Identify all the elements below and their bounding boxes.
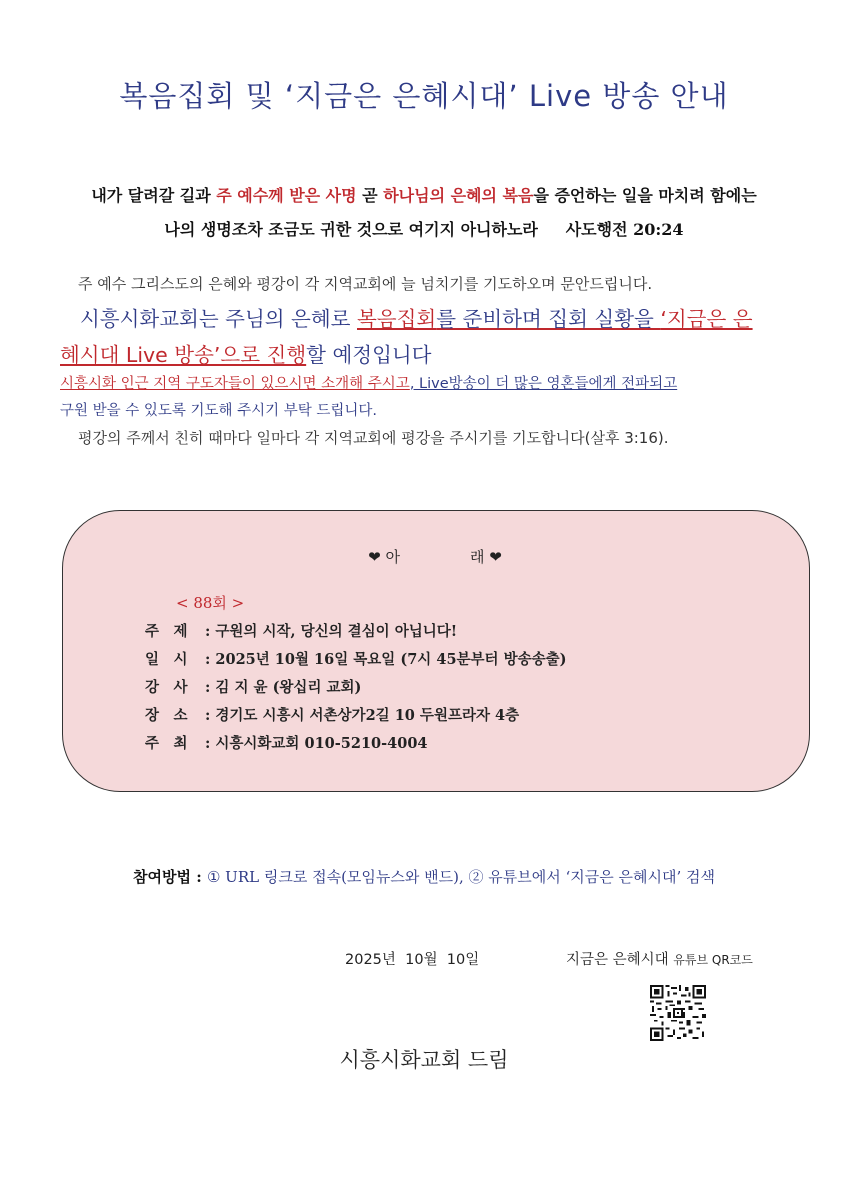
detail-value: : 시흥시화교회 010-5210-4004 [205,735,428,752]
announce-text: 시흥시화교회는 주님의 은혜로 [80,307,357,331]
bible-verse-line-2: 나의 생명조차 조금도 귀한 것으로 여기지 아니하노라 사도행전 20:24 [164,220,684,239]
announce-text: 를 준비하며 집회 실황을 [436,307,661,331]
detail-row-speaker [145,676,361,697]
announce-highlight: ‘지금은 은 [660,307,753,331]
detail-label: 주 제 [145,623,188,640]
heart-icon: ❤ [368,548,381,566]
detail-value: : 구원의 시작, 당신의 결심이 아닙니다! [205,623,458,640]
detail-row-datetime [145,648,567,669]
verse-text: 곧 [356,186,384,205]
request-line-1 [60,372,835,393]
detail-value: : 2025년 10월 16일 목요일 (7시 45분부터 방송송출) [205,651,567,668]
detail-row-topic [145,620,457,641]
announce-highlight: 혜시대 Live 방송’으로 진행 [60,343,307,367]
qr-label-small: 유튜브 QR코드 [673,953,753,967]
verse-text: 내가 달려갈 길과 [91,186,217,205]
notice-heading [62,546,808,567]
detail-row-host [145,732,428,753]
page-title: 복음집회 및 ‘지금은 은혜시대’ Live 방송 안내 [119,79,729,113]
heart-icon: ❤ [489,548,502,566]
participation-label: 참여방법 : [133,868,207,886]
detail-label: 강 사 [145,679,188,696]
document-date: 2025년 10월 10일 [345,952,480,968]
greeting-text: 주 예수 그리스도의 은혜와 평강이 각 지역교회에 늘 넘치기를 기도하오며 문안드립니다. [78,275,653,293]
qr-label-text: 지금은 은혜시대 [566,952,674,968]
participation-method [0,866,848,887]
verse-text: 을 증언하는 일을 마치려 함에는 [533,186,757,205]
heading-char: 아 [385,548,400,566]
announce-text: 할 예정입니다 [306,343,432,367]
qr-code-icon[interactable] [650,985,706,1041]
announce-highlight: 복음집회 [357,307,437,331]
verse-highlight: 하나님의 은혜의 복음 [383,186,534,205]
qr-label [566,948,753,969]
bible-verse-line-1 [20,183,828,206]
request-text: , Live방송이 더 많은 영혼들에게 전파되고 [409,376,678,392]
announce-line-2 [60,338,830,368]
participation-text: ① URL 링크로 접속(모임뉴스와 밴드), ② 유튜브에서 ‘지금은 은혜시대’ 검색 [206,868,715,886]
detail-row-place [145,704,519,725]
detail-label: 주 최 [145,735,188,752]
heading-char: 래 [470,548,485,566]
detail-value: : 김 지 윤 (왕십리 교회) [205,679,362,696]
episode-number: < 88회 > [176,594,245,612]
signature: 시흥시화교회 드림 [339,1048,509,1072]
detail-label: 일 시 [145,651,188,668]
announce-line-1 [80,302,848,332]
verse-highlight: 주 예수께 받은 사명 [216,186,357,205]
blessing-text: 평강의 주께서 친히 때마다 일마다 각 지역교회에 평강을 주시기를 기도합니다(살후 3:16). [78,429,669,447]
request-line-2: 구원 받을 수 있도록 기도해 주시기 부탁 드립니다. [60,403,378,419]
detail-label: 장 소 [145,707,188,724]
detail-value: : 경기도 시흥시 서촌상가2길 10 두원프라자 4층 [205,707,520,724]
request-highlight: 시흥시화 인근 지역 구도자들이 있으시면 소개해 주시고 [60,376,410,392]
